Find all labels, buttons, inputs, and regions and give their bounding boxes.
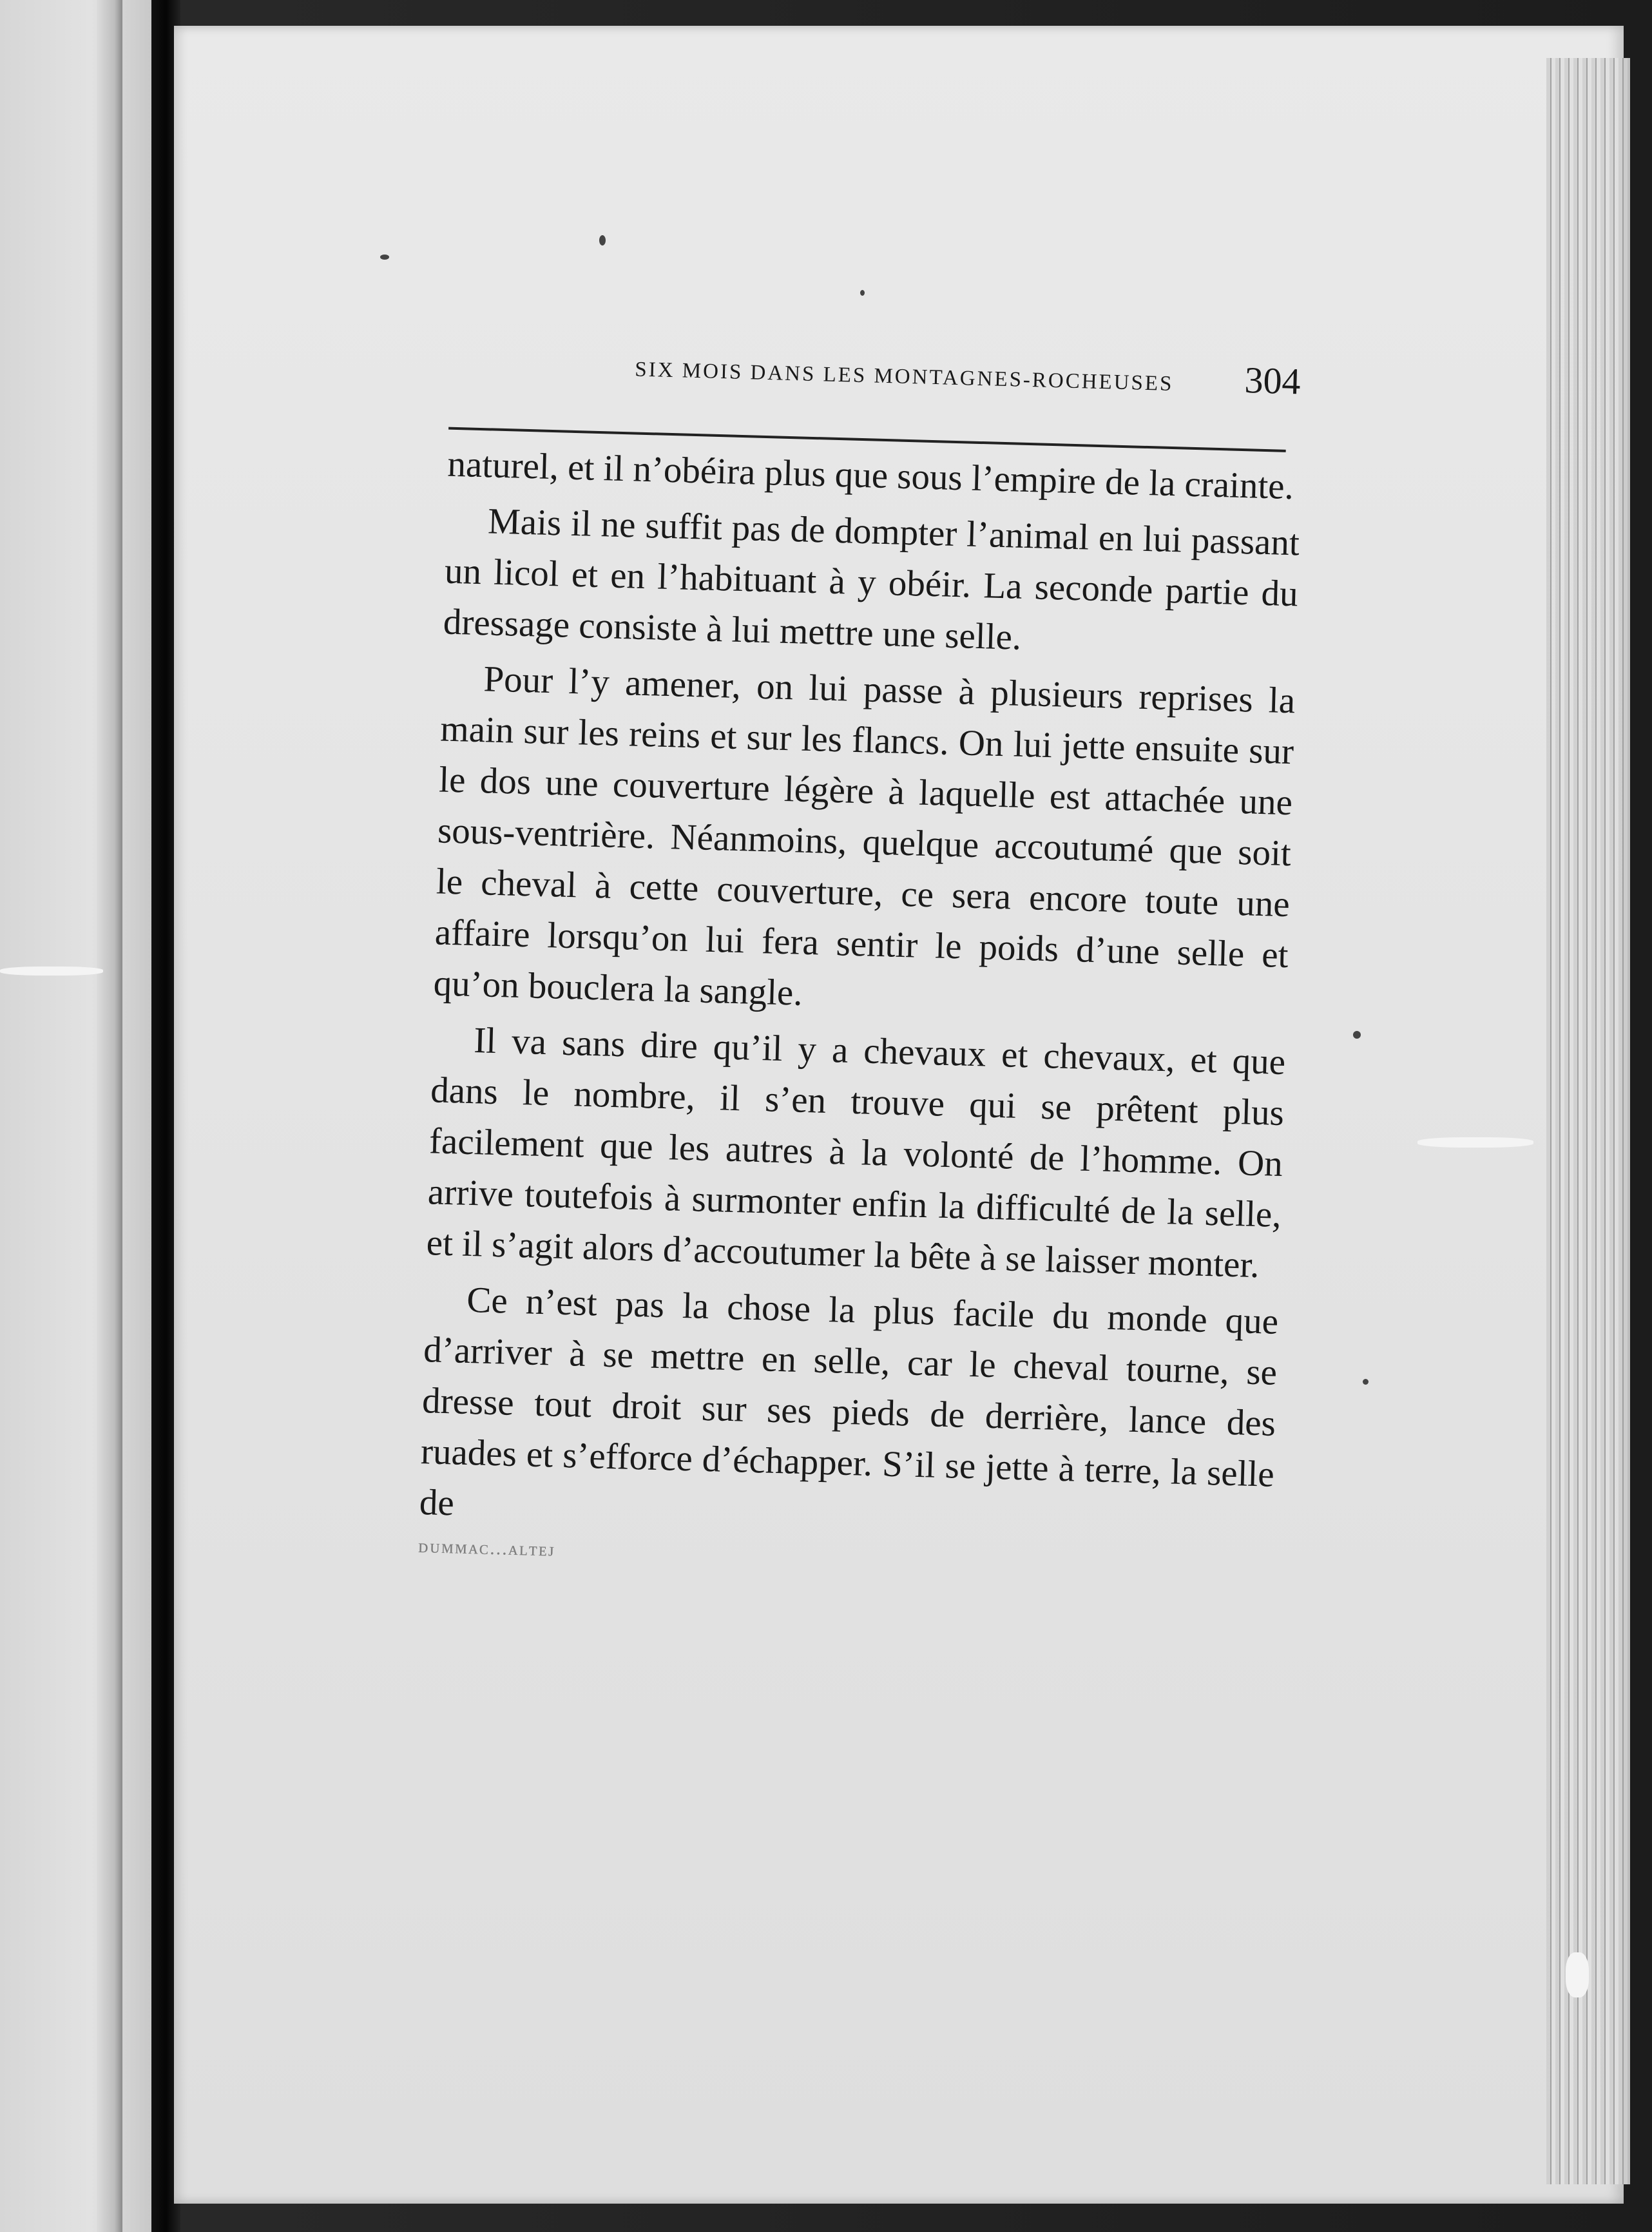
library-stamp-mark: ᴅᴜᴍᴍᴀᴄ...ᴀʟᴛᴇᴊ [418,1535,556,1561]
dust-speck [1363,1379,1369,1385]
page-number: 304 [1244,359,1301,403]
page-edge-stack [1546,58,1630,2184]
scan-artifact [1417,1137,1533,1148]
body-text [419,439,1301,1551]
scan-artifact [1566,1952,1589,1997]
paragraph: Il va sans dire qu’il y a chevaux et chevaux, et que dans le nombre, il s’en trouve qui se prêtent plus facilement que les autres à la volonté de l’homme. On arrive toutefois à surmonter enfin la difficulté de la selle, et il s’agit alors d’accoutumer la bête à se laisser monter. [426,1020,1286,1286]
paragraph: Mais il ne suffit pas de dompter l’animal en lui passant un licol et en l’habituant à y obéir. La seconde partie du dressage consiste à lui mettre une selle. [443,501,1300,658]
dust-speck [599,235,606,245]
running-title: SIX MOIS DANS LES MONTAGNES-ROCHEUSES [634,358,1174,396]
paragraph: Ce n’est pas la chose la plus facile du monde que d’arriver à se mettre en selle, car le cheval tourne, se dresse tout droit sur ses pieds de derrière, lance des ruades et s’efforce d’échapper. S’il se jette à terre, la selle de [419,1279,1279,1524]
page-text-block [354,335,1301,1581]
paragraph-continuation: naturel, et il n’obéira plus que sous l’empire de la crainte. [447,443,1294,508]
paragraph: Pour l’y amener, on lui passe à plusieurs reprises la main sur les reins et sur les flancs. On lui jette ensuite sur le dos une couverture légère à laquelle est attachée une sous-ventrière. Néanmoins, quelque accoutumé que soit le cheval à cette couverture, ce sera encore toute une affaire lorsqu’on lui fera sentir le poids d’une selle et qu’on bouclera la sangle. [432,659,1296,1014]
dust-speck [860,290,865,296]
dust-speck [1353,1031,1361,1039]
left-facing-page [0,0,151,2232]
dust-speck [380,255,389,260]
scan-artifact [0,967,103,976]
left-page-edge [97,0,122,2232]
